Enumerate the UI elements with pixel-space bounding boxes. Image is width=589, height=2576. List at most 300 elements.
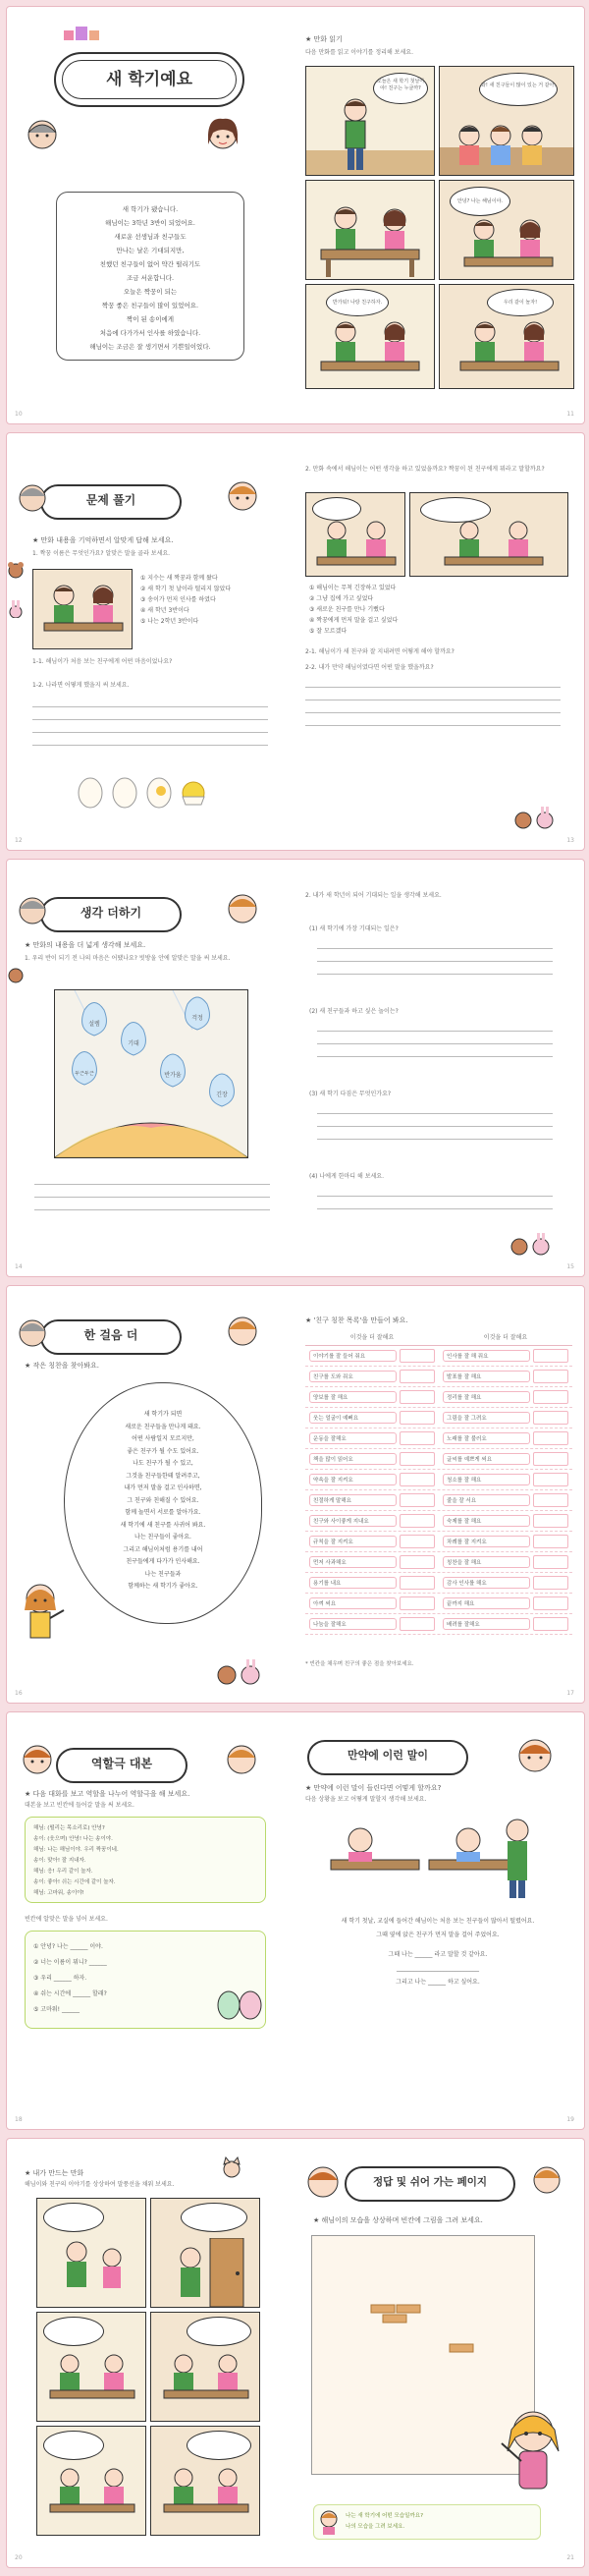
- table-row: [305, 1428, 572, 1449]
- praise-item: 끝까지 해요: [443, 1597, 530, 1609]
- poem-line: 처음에 다가가서 인사를 하였습니다.: [99, 329, 201, 337]
- praise-item: 정리를 잘 해요: [443, 1391, 530, 1403]
- classroom-kids-icon: [47, 2238, 135, 2307]
- page-16: [7, 1286, 292, 1703]
- kids-at-desk-icon: [459, 216, 558, 277]
- poem-line: 친했던 친구들이 없어 약간 떨리기도: [99, 260, 201, 268]
- passage-line[interactable]: ____________________________: [397, 1965, 479, 1972]
- table-cell: [439, 1431, 572, 1445]
- praise-item: 규칙을 잘 지켜요: [309, 1536, 397, 1547]
- girl-avatar-icon: [223, 889, 262, 928]
- option[interactable]: ⑤ 잘 모르겠다: [309, 628, 348, 635]
- answer-box[interactable]: [533, 1370, 568, 1383]
- table-cell: [439, 1452, 572, 1466]
- option[interactable]: ⑤ 나는 2학년 3반이다: [140, 618, 199, 625]
- praise-item: 책을 많이 읽어요: [309, 1453, 397, 1465]
- table-row: [305, 1408, 572, 1428]
- option[interactable]: ② 새 학기 첫 날이라 떨리지 않았다: [140, 586, 232, 592]
- table-cell: [439, 1411, 572, 1425]
- answer-box[interactable]: [533, 1349, 568, 1363]
- egg-hatching-icon: [76, 775, 213, 811]
- praise-item: 차례를 잘 지켜요: [443, 1536, 530, 1547]
- bear-icon: [7, 561, 25, 579]
- page-12: [7, 433, 292, 850]
- title-frame: [54, 52, 244, 107]
- poem-line: 함께 놀면서 서로를 알아가요.: [125, 1509, 201, 1516]
- raindrop-label: 기대: [128, 1040, 139, 1047]
- spread-2: [6, 432, 585, 851]
- question: 1. 우리 반이 되기 전 나의 마음은 어땠나요? 빗방울 안에 알맞은 말을 써 보세요.: [25, 955, 231, 962]
- poem-cloud: [64, 1382, 262, 1624]
- girl-avatar-icon: [223, 1312, 262, 1351]
- option[interactable]: ① 지수는 새 짝꿍과 함께 왔다: [140, 575, 218, 582]
- praise-item: 나눔을 잘해요: [309, 1618, 397, 1630]
- question: 2. 내가 새 학년이 되어 기대되는 일을 생각해 보세요.: [305, 892, 442, 899]
- table-row: [305, 1470, 572, 1490]
- option[interactable]: ④ 짝꿍에게 먼저 말을 걸고 싶었다: [309, 617, 399, 624]
- script-box: [25, 1817, 266, 1903]
- praise-item: 먼저 사과해요: [309, 1556, 397, 1568]
- comic-panel: [439, 66, 574, 176]
- kids-at-desk-icon: [440, 521, 548, 576]
- answer-box[interactable]: [400, 1535, 435, 1548]
- praise-item: 아껴 써요: [309, 1597, 397, 1609]
- answer-box[interactable]: [400, 1514, 435, 1528]
- praise-item: 웃는 얼굴이 예뻐요: [309, 1412, 397, 1424]
- poem-line: 오늘은 짝꿍이 되는: [123, 288, 178, 296]
- page-number: 20: [15, 2554, 23, 2561]
- answer-box[interactable]: [533, 1411, 568, 1425]
- page-number: 16: [15, 1690, 23, 1697]
- comic-panel: [305, 66, 435, 176]
- answer-lines[interactable]: [34, 1172, 270, 1210]
- poem-line: 새 학기에 새 친구를 사귀어 봐요.: [120, 1521, 206, 1529]
- poem-line: 나는 친구들이 좋아요.: [134, 1534, 191, 1540]
- speech-bubble: 우리 같이 놀자!: [487, 289, 554, 316]
- answer-box[interactable]: [533, 1452, 568, 1466]
- question: (1) 새 학기에 가장 기대되는 일은?: [309, 925, 399, 932]
- table-cell: [439, 1576, 572, 1590]
- comic-panel: [305, 180, 435, 280]
- table-cell: [305, 1452, 439, 1466]
- section-title: 생각 더하기: [40, 897, 182, 932]
- options-list: [309, 583, 398, 637]
- praise-item: 배려를 잘해요: [443, 1618, 530, 1630]
- spread-6: [6, 2138, 585, 2568]
- bear-icon: [7, 966, 25, 983]
- answer-lines[interactable]: [317, 1019, 553, 1057]
- instruction: ★ 내가 만드는 만화: [25, 2169, 84, 2177]
- poem-box: [56, 192, 244, 361]
- table-row: [305, 1367, 572, 1387]
- table-cell: [439, 1555, 572, 1569]
- script-line: 송이: 좋아! 쉬는 시간에 같이 놀자.: [33, 1879, 116, 1885]
- table-cell: [305, 1535, 439, 1548]
- answer-lines[interactable]: [317, 936, 553, 975]
- praise-item: 인사를 잘 해 줘요: [443, 1350, 530, 1362]
- blank-line[interactable]: ④ 쉬는 시간에 ______ 할래?: [33, 1990, 107, 1997]
- poem-line: 만나는 날은 기대되지만,: [116, 247, 185, 254]
- section-subtitle: 다음 만화를 읽고 이야기를 정리해 보세요.: [305, 49, 413, 56]
- table-row: [305, 1594, 572, 1614]
- page-21: [297, 2139, 582, 2567]
- answer-box[interactable]: [533, 1617, 568, 1631]
- comic-panel: [409, 492, 568, 577]
- girl-avatar-icon: [203, 115, 242, 154]
- page-17: [297, 1286, 582, 1703]
- question: (2) 새 친구들과 하고 싶은 놀이는?: [309, 1008, 399, 1015]
- poem-line: 함께하는 새 학기가 좋아요.: [128, 1583, 198, 1590]
- column-header: 이것을 더 잘해요: [483, 1334, 528, 1341]
- table-cell: [439, 1617, 572, 1631]
- question: 1. 짝꿍 이름은 무엇인가요? 알맞은 말을 골라 보세요.: [32, 550, 171, 557]
- table-row: [305, 1346, 572, 1367]
- answer-box[interactable]: [533, 1514, 568, 1528]
- poem-line: 내가 먼저 말을 걸고 인사하면,: [124, 1484, 202, 1491]
- girl-avatar-icon: [318, 2509, 340, 2535]
- poem-line: 새 학기가 되면: [143, 1411, 183, 1418]
- option[interactable]: ④ 새 학년 3반이다: [140, 607, 189, 614]
- animal-friends-icon: [513, 807, 557, 830]
- raindrop-label: 긴장: [216, 1092, 228, 1098]
- table-header: [305, 1331, 572, 1346]
- table-cell: [305, 1493, 439, 1507]
- kids-at-desk-icon: [455, 318, 563, 385]
- table-cell: [305, 1370, 439, 1383]
- poem-line: 나도 친구가 될 수 있고,: [133, 1460, 193, 1467]
- comic-panel: [439, 180, 574, 280]
- praise-item: 청소를 잘 해요: [443, 1474, 530, 1485]
- praise-item: 줄을 잘 서요: [443, 1494, 530, 1506]
- passage-line[interactable]: 그때 나는 ______ 라고 말할 것 같아요.: [388, 1951, 488, 1958]
- poem-line: 좋은 친구가 될 수도 있어요.: [127, 1447, 199, 1455]
- speech-bubble: 안녕? 나는 해님이야.: [450, 187, 510, 216]
- raindrop-label: 걱정: [191, 1015, 203, 1022]
- instruction: ★ 만화의 내용을 더 넓게 생각해 보세요.: [25, 941, 146, 949]
- question: 2-1. 해님이가 새 친구와 잘 지내려면 어떻게 해야 할까요?: [305, 648, 455, 655]
- option[interactable]: ① 해님이는 무척 긴장하고 있었다: [309, 585, 397, 591]
- girl-avatar-icon: [223, 476, 262, 516]
- instruction: ★ 해님이의 모습을 상상하며 빈칸에 그림을 그려 보세요.: [313, 2216, 483, 2224]
- section-title: 정답 및 쉬어 가는 페이지: [345, 2166, 515, 2202]
- comic-panel: [305, 492, 405, 577]
- animal-friends-icon: [509, 1233, 553, 1257]
- answer-box[interactable]: [400, 1555, 435, 1569]
- kids-at-desk-icon: [316, 318, 424, 385]
- raindrop-illustration: [54, 989, 248, 1158]
- answer-lines[interactable]: [317, 1184, 553, 1209]
- page-title: 새 학기예요: [62, 60, 237, 99]
- answer-box[interactable]: [400, 1431, 435, 1445]
- speech-bubble: 와! 새 친구들이 많이 있는 거 같아.: [479, 73, 558, 106]
- page-number: 18: [15, 2116, 23, 2123]
- girl-pointing-icon: [17, 1581, 66, 1644]
- poem-line: 짝꿍 좋은 친구들이 많이 있었어요.: [101, 302, 199, 309]
- table-cell: [305, 1411, 439, 1425]
- girl-avatar-icon: [529, 2162, 564, 2198]
- cat-icon: [219, 2156, 244, 2178]
- poem-line: 해님이는 조금은 잘 생기면서 기쁜일이었다.: [89, 343, 211, 351]
- instruction-sub: 다음 상황을 보고 어떻게 말할지 생각해 보세요.: [305, 1796, 427, 1803]
- section-heading: ★ 만화 읽기: [305, 35, 343, 43]
- table-cell: [305, 1596, 439, 1610]
- question: 1-2. 나라면 어떻게 했을지 써 보세요.: [32, 682, 130, 689]
- comic-panel: [36, 2426, 146, 2536]
- comic-panel: [36, 2198, 146, 2308]
- poem-line: 조금 서운합니다.: [126, 274, 175, 282]
- kids-at-desk-icon: [312, 521, 401, 576]
- script-line: 해님: 나는 해님이야. 우리 짝꿍이네.: [33, 1847, 119, 1853]
- kids-at-desk-icon: [45, 2352, 139, 2417]
- table-cell: [439, 1473, 572, 1486]
- spread-3: [6, 859, 585, 1277]
- raindrop-label: 두근두근: [75, 1071, 94, 1077]
- praise-item: 칭찬을 잘 해요: [443, 1556, 530, 1568]
- praise-table: [305, 1331, 572, 1635]
- column-header: 이것을 더 잘해요: [349, 1334, 395, 1341]
- answer-box[interactable]: [400, 1452, 435, 1466]
- poem-line: 나는 친구들과: [144, 1570, 182, 1578]
- option[interactable]: ③ 송이가 먼저 인사를 하였다: [140, 596, 216, 603]
- classroom-scene-icon: [321, 1811, 547, 1899]
- kids-at-desk-icon: [39, 582, 128, 644]
- instruction: ★ 만화 내용을 기억하면서 알맞게 답해 보세요.: [32, 536, 174, 544]
- table-body: [305, 1346, 572, 1635]
- kids-at-desk-icon: [45, 2466, 139, 2531]
- raindrop-label: 설렘: [88, 1021, 100, 1028]
- raindrops-umbrella-icon: [55, 990, 247, 1157]
- section-title: 문제 풀기: [40, 484, 182, 520]
- table-cell: [439, 1514, 572, 1528]
- comic-panel: [150, 2426, 260, 2536]
- praise-item: 친절하게 말해요: [309, 1494, 397, 1506]
- table-cell: [439, 1535, 572, 1548]
- table-row: [305, 1532, 572, 1552]
- script-line: 송이: 맞아! 잘 지내자.: [33, 1858, 86, 1864]
- praise-item: 친구와 사이좋게 지내요: [309, 1515, 397, 1527]
- spread-4: [6, 1285, 585, 1704]
- rabbit-icon: [7, 600, 25, 618]
- table-row: [305, 1614, 572, 1635]
- page-number: 11: [566, 411, 574, 418]
- question: 2. 만화 속에서 해님이는 어떤 생각을 하고 있었을까요? 짝꿍이 된 친구에게 뭐라고 말할까요?: [305, 466, 545, 473]
- answer-box[interactable]: [533, 1535, 568, 1548]
- answer-lines[interactable]: [317, 1101, 553, 1140]
- passage: [315, 1915, 561, 1989]
- teacher-avatar-icon: [15, 1316, 50, 1351]
- answer-box[interactable]: [400, 1596, 435, 1610]
- table-cell: [305, 1617, 439, 1631]
- page-number: 10: [15, 411, 23, 418]
- praise-item: 용기를 내요: [309, 1577, 397, 1589]
- answer-box[interactable]: [533, 1390, 568, 1404]
- teacher-avatar-icon: [15, 480, 50, 516]
- note-line: 나는 새 학기에 어떤 모습일까요?: [346, 2513, 423, 2519]
- praise-item: 감사 인사를 해요: [443, 1577, 530, 1589]
- page-13: [297, 433, 582, 850]
- poem-line: 친구들에게 다가가 인사해요.: [126, 1558, 200, 1565]
- table-cell: [439, 1493, 572, 1507]
- table-row: [305, 1573, 572, 1594]
- teacher-avatar-icon: [15, 893, 50, 928]
- raindrop-label: 반가움: [164, 1072, 182, 1079]
- instruction: ★ 다음 대화를 보고 역할을 나누어 역할극을 해 보세요.: [25, 1790, 190, 1798]
- table-row: [305, 1387, 572, 1408]
- poem-line: 새로운 친구들을 만나게 돼요.: [125, 1423, 201, 1430]
- building-icon: [62, 25, 101, 40]
- instruction: ★ '친구 칭찬 목록'을 만들어 봐요.: [305, 1316, 408, 1324]
- answer-box[interactable]: [533, 1555, 568, 1569]
- poem-text: [92, 1409, 234, 1594]
- blank-line[interactable]: ⑤ 고마워! ______: [33, 2006, 80, 2013]
- page-number: 14: [15, 1263, 23, 1270]
- praise-item: 그림을 잘 그려요: [443, 1412, 530, 1424]
- praise-item: 이야기를 잘 들어 줘요: [309, 1350, 397, 1362]
- speech-bubble: 반가워! 나랑 친구하자.: [326, 289, 389, 316]
- girl-drawing-icon: [494, 2404, 572, 2502]
- answer-box[interactable]: [533, 1493, 568, 1507]
- answer-lines[interactable]: [32, 695, 268, 746]
- question: 1-1. 해님이가 처음 보는 친구에게 어떤 마음이었나요?: [32, 658, 173, 665]
- praise-item: 노래를 잘 불러요: [443, 1432, 530, 1444]
- table-row: [305, 1552, 572, 1573]
- instruction-sub: 대본을 보고 빈칸에 들어갈 말을 써 보세요.: [25, 1802, 134, 1809]
- praise-item: 친구를 도와 줘요: [309, 1371, 397, 1382]
- poem-line: 짝이 된 송이에게: [126, 315, 175, 323]
- note-box: [313, 2504, 541, 2540]
- comic-panel: [439, 284, 574, 389]
- kids-at-desk-icon: [159, 2466, 253, 2531]
- answer-box[interactable]: [400, 1390, 435, 1404]
- boy-avatar-icon: [303, 2162, 343, 2202]
- answer-box[interactable]: [400, 1370, 435, 1383]
- table-cell: [305, 1349, 439, 1363]
- answer-box[interactable]: [400, 1493, 435, 1507]
- comic-panel: [150, 2312, 260, 2422]
- poem-line: 어떤 사람일지 모르지만,: [132, 1435, 194, 1442]
- answer-box[interactable]: [400, 1473, 435, 1486]
- spread-5: [6, 1711, 585, 2130]
- section-title: 만약에 이런 말이: [307, 1740, 468, 1775]
- praise-item: 운동을 잘해요: [309, 1432, 397, 1444]
- section-title: 역할극 대본: [56, 1748, 187, 1783]
- page-20: [7, 2139, 292, 2567]
- answer-box[interactable]: [400, 1349, 435, 1363]
- passage-line: 그때 옆에 앉은 친구가 먼저 말을 걸어 주었어요.: [376, 1932, 500, 1938]
- page-11: [297, 7, 582, 423]
- spread-1: [6, 6, 585, 424]
- page-14: [7, 860, 292, 1276]
- question: 2-2. 내가 만약 해님이였다면 어떤 말을 했을까요?: [305, 664, 434, 671]
- comic-panel: [36, 2312, 146, 2422]
- praise-item: 발표를 잘 해요: [443, 1371, 530, 1382]
- comic-panel: [305, 284, 435, 389]
- answer-box[interactable]: [533, 1431, 568, 1445]
- page-18: [7, 1712, 292, 2129]
- girl-avatar-icon: [223, 1740, 260, 1777]
- praise-item: 글씨를 예쁘게 써요: [443, 1453, 530, 1465]
- instruction: ★ 작은 칭찬을 찾아봐요.: [25, 1362, 100, 1370]
- table-cell: [305, 1431, 439, 1445]
- poem-line: 새로운 선생님과 친구들도: [114, 233, 187, 241]
- poem-line: 그 친구와 친해질 수 있어요.: [127, 1496, 199, 1504]
- poem-text: [57, 193, 243, 364]
- poem-line: 그리고 해님이처럼 용기를 내어: [123, 1545, 203, 1553]
- table-cell: [305, 1555, 439, 1569]
- comic-panel: [150, 2198, 260, 2308]
- footnote: * 빈칸을 채우며 친구의 좋은 점을 찾아보세요.: [305, 1661, 414, 1667]
- page-19: [297, 1712, 582, 2129]
- praise-item: 양보를 잘 해요: [309, 1391, 397, 1403]
- answer-box[interactable]: [533, 1576, 568, 1590]
- table-row: [305, 1490, 572, 1511]
- table-row: [305, 1511, 572, 1532]
- table-cell: [439, 1596, 572, 1610]
- script-line: 해님: (떨리는 목소리로) 안녕?: [33, 1825, 105, 1831]
- passage-line[interactable]: 그리고 나는 ______ 하고 싶어요.: [396, 1979, 480, 1986]
- answer-box[interactable]: [400, 1411, 435, 1425]
- animal-friends-icon: [215, 1659, 264, 1687]
- table-cell: [305, 1473, 439, 1486]
- kids-at-desk-icon: [159, 2352, 253, 2417]
- page-number: 17: [566, 1690, 574, 1697]
- answer-box[interactable]: [533, 1596, 568, 1610]
- table-cell: [305, 1514, 439, 1528]
- answer-box[interactable]: [533, 1473, 568, 1486]
- table-cell: [305, 1576, 439, 1590]
- question: (3) 새 학기 다짐은 무엇인가요?: [309, 1091, 392, 1097]
- passage-line: 새 학기 첫날, 교실에 들어간 해님이는 처음 보는 친구들이 많아서 떨렸어요.: [341, 1918, 535, 1925]
- speech-bubble: 오늘은 새 학기 첫날이야! 친구는 누굴까?: [373, 73, 428, 104]
- table-cell: [439, 1370, 572, 1383]
- praise-item: 약속을 잘 지켜요: [309, 1474, 397, 1485]
- option[interactable]: ② 그냥 집에 가고 싶었다: [309, 595, 374, 602]
- boy-avatar-icon: [513, 1734, 557, 1777]
- blank-line[interactable]: ① 안녕? 나는 ______ 이야.: [33, 1943, 103, 1950]
- praise-item: 숙제를 잘 해요: [443, 1515, 530, 1527]
- option[interactable]: ③ 새로운 친구를 만나 기뻤다: [309, 606, 385, 613]
- boy-avatar-icon: [19, 1740, 56, 1777]
- answer-box[interactable]: [400, 1617, 435, 1631]
- table-cell: [305, 1390, 439, 1404]
- door-icon: [171, 2238, 249, 2307]
- instruction: ★ 만약에 이런 말이 들린다면 어떻게 할까요?: [305, 1784, 442, 1792]
- blank-line[interactable]: ③ 우리 ______ 하자.: [33, 1975, 87, 1982]
- instruction-sub: 해님이와 친구의 이야기를 상상하여 말풍선을 채워 보세요.: [25, 2181, 175, 2188]
- instruction-sub: 빈칸에 알맞은 말을 넣어 보세요.: [25, 1916, 108, 1923]
- page-number: 13: [566, 837, 574, 844]
- answer-lines[interactable]: [305, 675, 561, 726]
- table-row: [305, 1449, 572, 1470]
- poem-line: 그것을 친구들한테 알려주고,: [126, 1472, 200, 1480]
- masks-icon: [215, 1988, 264, 2023]
- answer-box[interactable]: [400, 1576, 435, 1590]
- page-10: [7, 7, 292, 423]
- page-number: 12: [15, 837, 23, 844]
- boy-character-icon: [336, 96, 375, 175]
- blank-line[interactable]: ② 너는 이름이 뭐니? ______: [33, 1959, 107, 1966]
- poem-line: 해님이는 3학년 3반이 되었어요.: [105, 219, 195, 227]
- script-line: 해님: 응! 우리 같이 놀자.: [33, 1869, 93, 1875]
- kids-at-desk-icon: [316, 200, 424, 279]
- script-line: 송이: (웃으며) 안녕! 나는 송이야.: [33, 1836, 113, 1842]
- section-title: 한 걸음 더: [40, 1319, 182, 1355]
- poem-line: 새 학기가 됐습니다.: [122, 205, 179, 213]
- options-list: [140, 573, 231, 627]
- page-number: 21: [566, 2554, 574, 2561]
- note-line: 나의 모습을 그려 보세요.: [346, 2524, 405, 2530]
- page-number: 15: [566, 1263, 574, 1270]
